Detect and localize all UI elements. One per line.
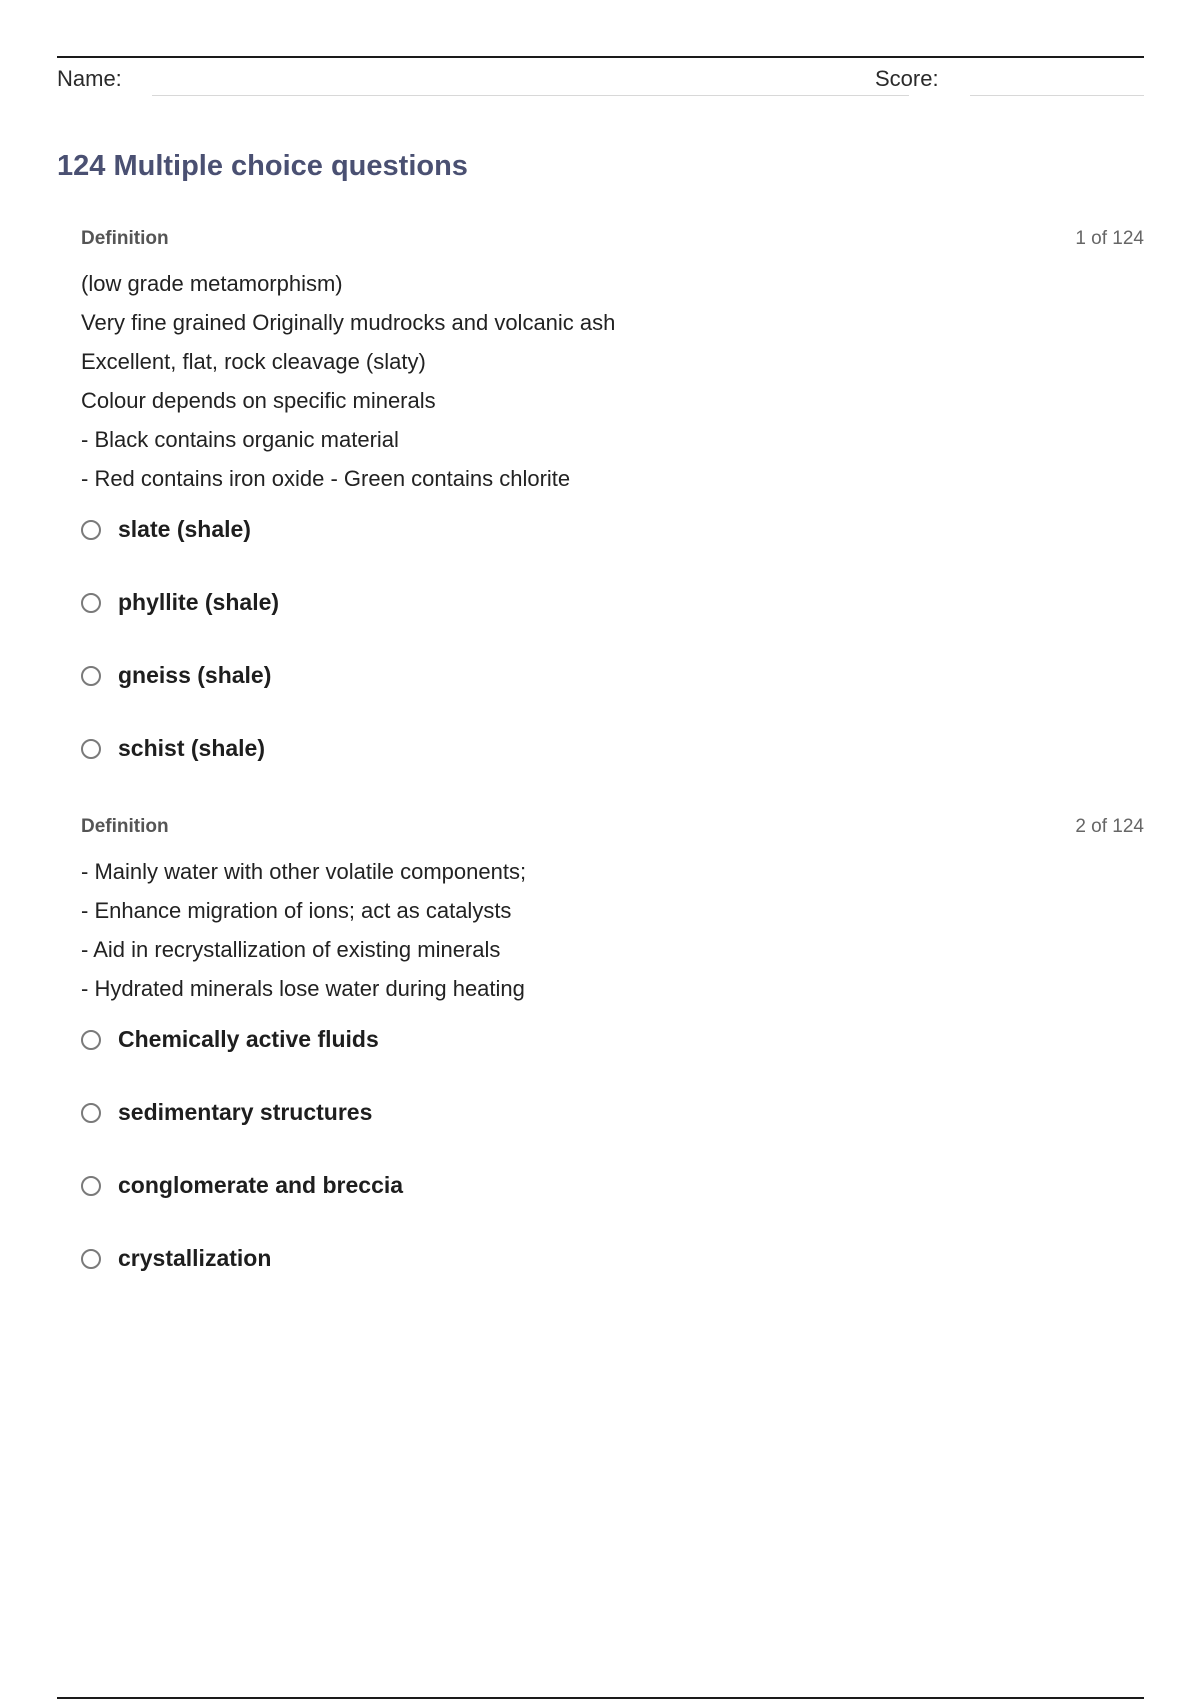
prompt-line: Excellent, flat, rock cleavage (slaty)	[81, 349, 426, 374]
score-label: Score:	[875, 66, 939, 91]
radio-button[interactable]	[81, 1103, 101, 1123]
answer-option[interactable]	[81, 1099, 1144, 1176]
radio-button[interactable]	[81, 1249, 101, 1269]
question-header	[81, 816, 1144, 846]
answer-option[interactable]	[81, 1172, 1144, 1249]
question-prompt	[81, 852, 1144, 1008]
bottom-rule	[57, 1697, 1144, 1699]
prompt-line: Colour depends on specific minerals	[81, 388, 436, 413]
question-type-label: Definition	[81, 228, 169, 249]
answer-options	[81, 1026, 1144, 1322]
answer-options	[81, 516, 1144, 812]
question-counter: 1 of 124	[1075, 228, 1144, 249]
option-label: crystallization	[118, 1245, 272, 1271]
prompt-line: - Hydrated minerals lose water during heating	[81, 976, 525, 1001]
question-counter: 2 of 124	[1075, 816, 1144, 837]
prompt-line: - Red contains iron oxide - Green contains chlorite	[81, 466, 571, 491]
radio-button[interactable]	[81, 1176, 101, 1196]
page-title: 124 Multiple choice questions	[57, 150, 468, 182]
prompt-line: - Mainly water with other volatile components;	[81, 859, 527, 884]
question-1	[81, 228, 1144, 812]
answer-option[interactable]	[81, 516, 1144, 593]
answer-option[interactable]	[81, 1245, 1144, 1322]
radio-button[interactable]	[81, 520, 101, 540]
answer-option[interactable]	[81, 1026, 1144, 1103]
question-type-label: Definition	[81, 816, 169, 837]
prompt-line: - Aid in recrystallization of existing minerals	[81, 937, 501, 962]
name-label: Name:	[57, 66, 122, 91]
header-row	[57, 60, 1144, 100]
top-rule	[57, 56, 1144, 58]
option-label: phyllite (shale)	[118, 589, 280, 615]
option-label: sedimentary structures	[118, 1099, 373, 1125]
radio-button[interactable]	[81, 739, 101, 759]
option-label: conglomerate and breccia	[118, 1172, 404, 1198]
answer-option[interactable]	[81, 735, 1144, 812]
name-input-line[interactable]	[152, 95, 909, 96]
question-2	[81, 816, 1144, 1322]
prompt-line: (low grade metamorphism)	[81, 271, 343, 296]
prompt-line: Very fine grained Originally mudrocks and volcanic ash	[81, 310, 616, 335]
question-prompt	[81, 264, 1144, 498]
score-input-line[interactable]	[970, 95, 1144, 96]
answer-option[interactable]	[81, 662, 1144, 739]
radio-button[interactable]	[81, 593, 101, 613]
option-label: schist (shale)	[118, 735, 265, 761]
option-label: gneiss (shale)	[118, 662, 272, 688]
answer-option[interactable]	[81, 589, 1144, 666]
prompt-line: - Enhance migration of ions; act as catalysts	[81, 898, 512, 923]
prompt-line: - Black contains organic material	[81, 427, 399, 452]
option-label: Chemically active fluids	[118, 1026, 379, 1052]
question-header	[81, 228, 1144, 258]
option-label: slate (shale)	[118, 516, 251, 542]
radio-button[interactable]	[81, 1030, 101, 1050]
radio-button[interactable]	[81, 666, 101, 686]
